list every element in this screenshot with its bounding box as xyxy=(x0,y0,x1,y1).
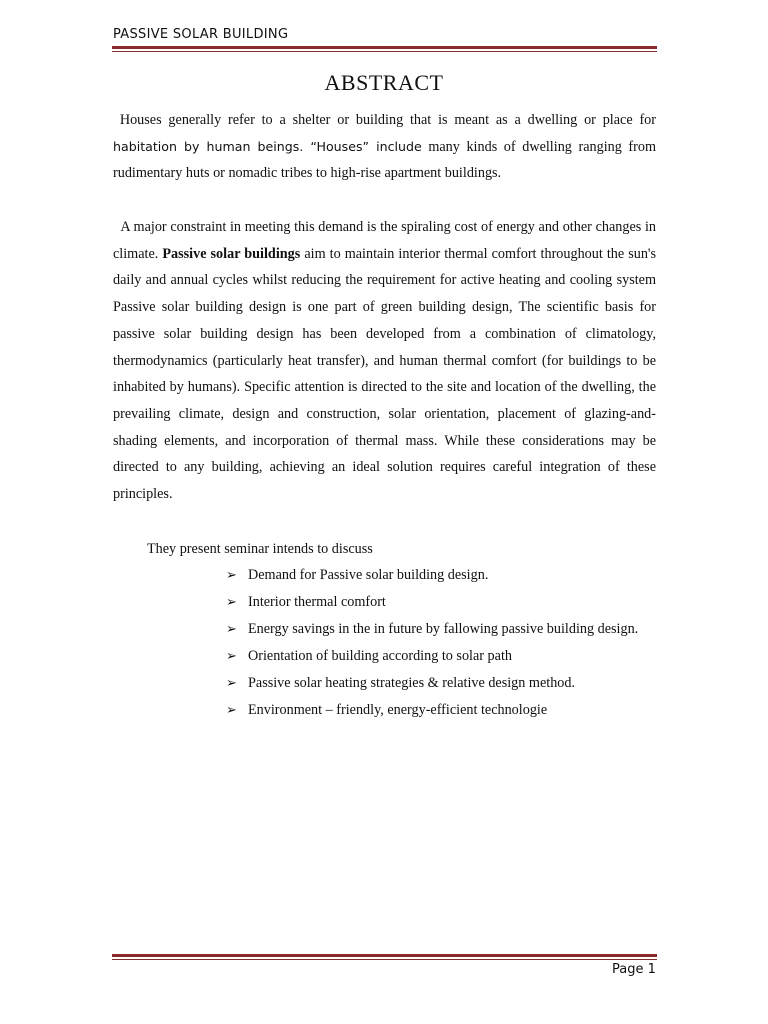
arrow-bullet-icon: ➢ xyxy=(226,593,237,609)
topic-list xyxy=(226,562,638,723)
list-item-text: Passive solar heating strategies & relative design method. xyxy=(248,674,576,691)
arrow-bullet-icon: ➢ xyxy=(226,567,237,582)
list-item xyxy=(226,697,638,724)
list-item xyxy=(226,616,638,643)
list-item-text: Interior thermal comfort xyxy=(248,593,386,610)
paragraph-1-text-a: Houses generally refer to a shelter or building that is meant as a dwelling or place for xyxy=(119,112,656,128)
list-item xyxy=(226,670,638,697)
paragraph-1-text-b: habitation by human beings. “Houses” include xyxy=(113,138,422,154)
list-item-text: Orientation of building according to solar path xyxy=(248,647,512,664)
arrow-bullet-icon: ➢ xyxy=(226,647,237,663)
abstract-paragraph-1 xyxy=(113,107,656,187)
header-rule xyxy=(112,46,657,52)
list-item xyxy=(226,562,638,589)
paragraph-2-text-b: aim to maintain interior thermal comfort throughout the sun's daily and annual cycles whilst reducing the requirement for active heating and cooling system Passive solar building design is one part of green building design, The scientific basis for passive solar building design has been developed from a combination of climatology, thermodynamics (particularly heat transfer), and human thermal comfort (for buildings to be inhabited by humans). Specific attention is directed to the site and location of the dwelling, the prevailing climate, design and construction, solar orientation, placement of glazing-and-shading elements, and incorporation of thermal mass. While these considerations may be directed to any building, achieving an ideal solution requires careful integration of these principles. xyxy=(113,245,657,503)
list-item-text: Environment – friendly, energy-efficient technologie xyxy=(248,701,548,718)
list-item-text: Energy savings in the in future by fallowing passive building design. xyxy=(248,620,639,637)
footer-rule xyxy=(112,954,657,960)
list-item xyxy=(226,643,638,670)
paragraph-2-bold-term: Passive solar buildings xyxy=(162,245,301,262)
list-item xyxy=(226,589,638,616)
list-item-text: Demand for Passive solar building design. xyxy=(248,567,489,583)
paragraph-2-text-a: A major constraint in meeting this demand is the spiraling cost of energy and other changes in climate. xyxy=(113,219,656,262)
page-number: Page 1 xyxy=(612,962,656,977)
arrow-bullet-icon: ➢ xyxy=(226,620,237,636)
paragraph-1-text-c: many kinds of dwelling ranging from rudimentary huts or nomadic tribes to high-rise apartment buildings. xyxy=(113,138,656,182)
arrow-bullet-icon: ➢ xyxy=(226,674,237,690)
running-header: PASSIVE SOLAR BUILDING xyxy=(113,27,289,42)
page-title: ABSTRACT xyxy=(324,70,444,95)
abstract-paragraph-2 xyxy=(113,214,656,508)
seminar-intro: They present seminar intends to discuss xyxy=(147,541,373,557)
arrow-bullet-icon: ➢ xyxy=(226,701,237,717)
